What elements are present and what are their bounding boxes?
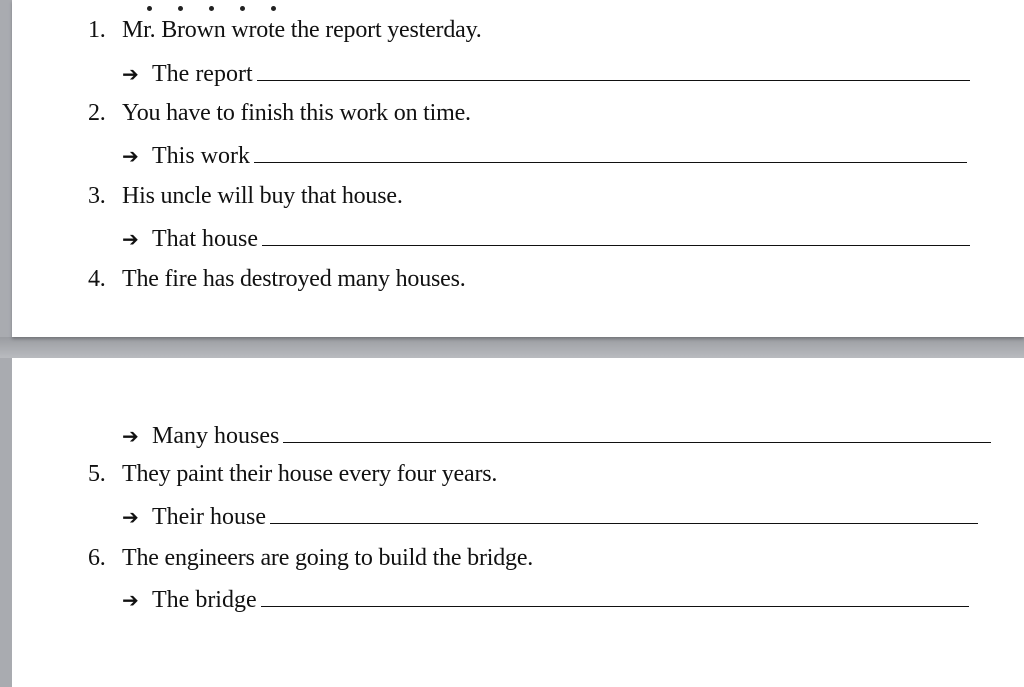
item-number: 4. — [88, 266, 106, 292]
exercise-item-1 — [88, 16, 482, 44]
answer-prompt: Their house — [152, 504, 266, 530]
item-sentence: The fire has destroyed many houses. — [122, 266, 466, 292]
page-break-gap — [0, 337, 1024, 358]
item-number: 3. — [88, 183, 106, 209]
answer-prompt: The bridge — [152, 587, 257, 613]
answer-blank[interactable] — [254, 140, 967, 163]
answer-line-1[interactable] — [122, 58, 970, 88]
answer-line-5[interactable] — [122, 501, 978, 531]
arrow-icon: ➔ — [122, 144, 139, 168]
arrow-icon: ➔ — [122, 227, 139, 251]
answer-blank[interactable] — [270, 501, 978, 524]
answer-prompt: This work — [152, 143, 250, 169]
document-page-1 — [12, 0, 1024, 337]
answer-prompt: Many houses — [152, 423, 280, 449]
item-sentence: His uncle will buy that house. — [122, 183, 403, 209]
item-number: 1. — [88, 17, 106, 43]
arrow-icon: ➔ — [122, 62, 139, 86]
item-number: 6. — [88, 545, 106, 571]
arrow-icon: ➔ — [122, 424, 139, 448]
item-sentence: The engineers are going to build the bridge. — [122, 545, 534, 571]
item-sentence: Mr. Brown wrote the report yesterday. — [122, 17, 482, 43]
document-page-2 — [12, 358, 1024, 687]
previous-line-fragment — [147, 0, 317, 2]
answer-blank[interactable] — [257, 58, 970, 81]
arrow-icon: ➔ — [122, 505, 139, 529]
answer-blank[interactable] — [262, 223, 970, 246]
answer-line-2[interactable] — [122, 140, 967, 170]
item-sentence: You have to finish this work on time. — [122, 100, 471, 126]
item-number: 5. — [88, 461, 106, 487]
answer-line-6[interactable] — [122, 584, 969, 614]
exercise-item-6 — [88, 544, 533, 572]
exercise-item-2 — [88, 99, 471, 127]
item-sentence: They paint their house every four years. — [122, 461, 498, 487]
exercise-item-5 — [88, 460, 497, 488]
answer-line-4[interactable] — [122, 420, 991, 450]
exercise-item-4 — [88, 265, 466, 293]
answer-blank[interactable] — [261, 584, 969, 607]
item-number: 2. — [88, 100, 106, 126]
answer-prompt: The report — [152, 61, 253, 87]
exercise-item-3 — [88, 182, 403, 210]
arrow-icon: ➔ — [122, 588, 139, 612]
answer-blank[interactable] — [283, 420, 991, 443]
answer-line-3[interactable] — [122, 223, 970, 253]
answer-prompt: That house — [152, 226, 258, 252]
